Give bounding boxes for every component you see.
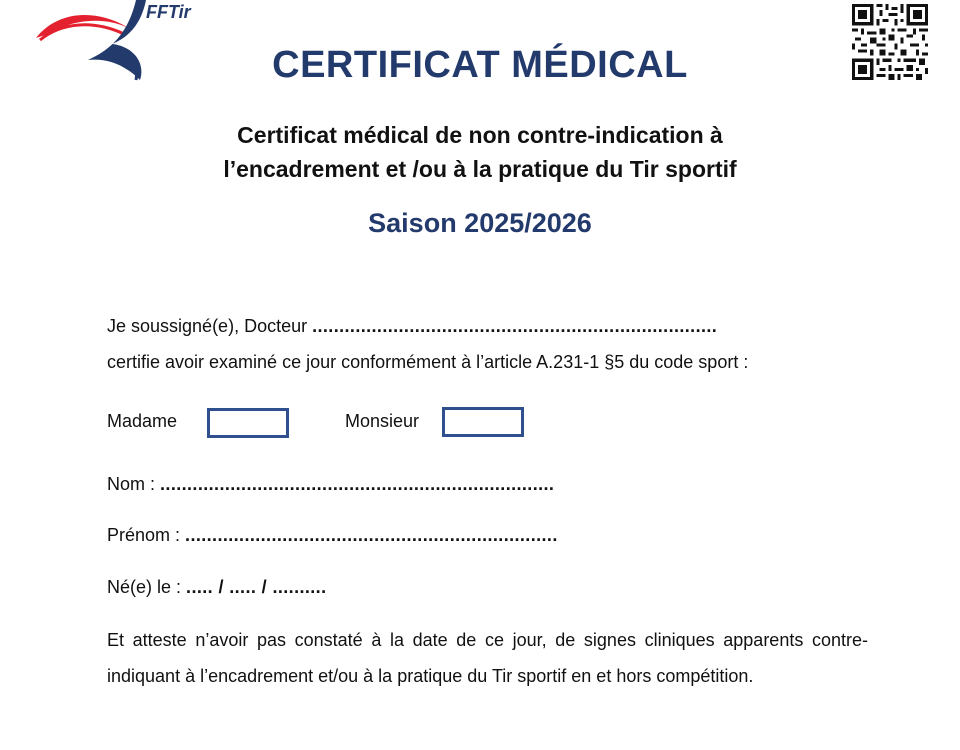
certify-text: certifie avoir examiné ce jour conformément à l’article A.231-1 §5 du code sport : [107, 352, 749, 372]
monsieur-checkbox[interactable] [442, 407, 524, 437]
doctor-line [107, 316, 717, 337]
dob-field[interactable]: ..... / ..... / .......... [186, 577, 327, 597]
doctor-name-field[interactable]: ........................................................................... [312, 316, 718, 336]
madame-label: Madame [107, 411, 178, 431]
monsieur-label: Monsieur [345, 411, 420, 431]
logo-text: FFTir [146, 2, 191, 22]
madame-checkbox[interactable] [207, 408, 289, 438]
subtitle [0, 118, 960, 186]
page-title: CERTIFICAT MÉDICAL [272, 44, 688, 86]
nom-label: Nom : [107, 474, 156, 494]
season-label: Saison 2025/2026 [368, 208, 592, 238]
attestation-paragraph: Et atteste n’avoir pas constaté à la date de ce jour, de signes cliniques apparents contre-indiquant à l’encadrement et/ou à la pratique du Tir sportif en et hors compétition. [107, 630, 868, 686]
prenom-line [107, 525, 558, 546]
subtitle-line-1: Certificat médical de non contre-indication à [237, 122, 723, 148]
prenom-field[interactable]: ..................................................................... [185, 525, 558, 545]
subtitle-line-2: l’encadrement et /ou à la pratique du Tir sportif [223, 156, 737, 182]
nom-field[interactable]: ......................................................................... [160, 474, 555, 494]
prenom-label: Prénom : [107, 525, 181, 545]
dob-line [107, 577, 326, 598]
nom-line [107, 474, 554, 495]
dob-label: Né(e) le : [107, 577, 182, 597]
doctor-label: Je soussigné(e), Docteur [107, 316, 308, 336]
